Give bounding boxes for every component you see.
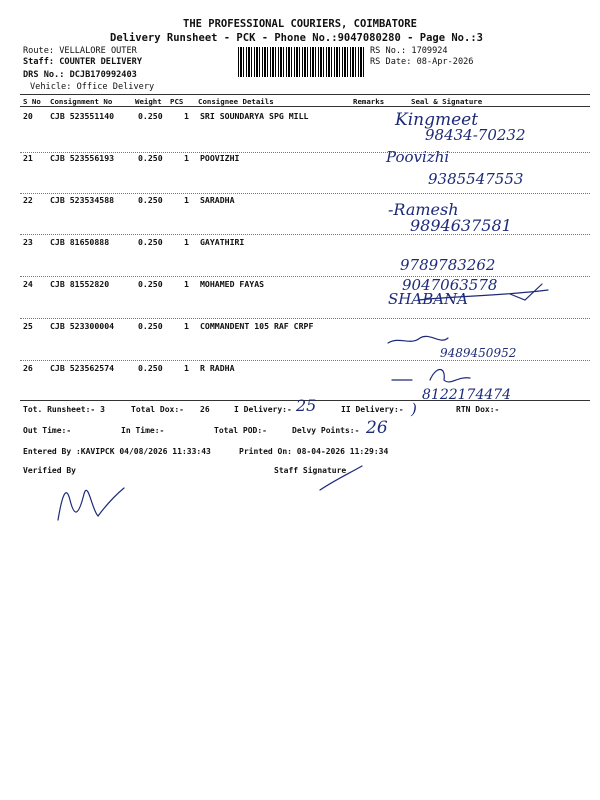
rs-number: RS No.: 1709924 [370,46,448,56]
handwritten-signature: Poovizhi [386,148,450,166]
row-pcs: 1 [184,153,189,163]
row-pcs: 1 [184,111,189,121]
total-dox-value: 26 [200,405,210,414]
row-weight: 0.250 [138,111,163,121]
col-remarks: Remarks [353,97,385,106]
signature-stroke [388,336,448,343]
ii-delivery-value: ) [411,400,417,418]
handwritten-signature: -Ramesh [388,200,459,219]
signature-stroke [430,370,470,382]
row-consignee: GAYATHIRI [200,237,245,247]
row-pcs: 1 [184,279,189,289]
row-sno: 26 [23,363,33,373]
handwritten-phone: 9789783262 [400,256,496,274]
handwritten-phone: 9489450952 [440,346,517,360]
row-weight: 0.250 [138,195,163,205]
col-consignment: Consignment No [50,97,113,106]
handwritten-phone: 9385547553 [428,170,524,188]
ii-delivery-label: II Delivery:- [341,405,404,414]
staff-label: Staff: COUNTER DELIVERY [23,57,142,67]
i-delivery-label: I Delivery:- [234,405,292,414]
col-consignee: Consignee Details [198,97,274,106]
row-weight: 0.250 [138,279,163,289]
row-weight: 0.250 [138,237,163,247]
delvy-points-label: Delvy Points:- [292,426,360,435]
row-consignment: CJB 523556193 [50,153,115,163]
row-sno: 25 [23,321,33,331]
vehicle-label: Vehicle: Office Delivery [30,82,155,92]
i-delivery-value: 25 [296,396,317,415]
col-sno: S No [23,97,41,106]
row-weight: 0.250 [138,153,163,163]
entered-by: Entered By :KAVIPCK 04/08/2026 11:33:43 [23,447,211,456]
handwritten-phone: 9047063578 [402,276,498,294]
row-pcs: 1 [184,195,189,205]
drs-number: DRS No.: DCJB170992403 [23,70,137,80]
row-consignee: SRI SOUNDARYA SPG MILL [200,111,309,121]
handwritten-phone: 98434-70232 [425,126,526,144]
row-pcs: 1 [184,321,189,331]
handwritten-name: SHABANA [388,290,469,308]
row-consignee: SARADHA [200,195,235,205]
col-weight: Weight [135,97,162,106]
rs-date: RS Date: 08-Apr-2026 [370,57,474,67]
staff-signature-label: Staff Signature [274,466,347,475]
total-dox-label: Total Dox:- [131,405,184,414]
printed-on: Printed On: 08-04-2026 11:29:34 [239,447,389,456]
signature-stroke [418,290,548,300]
verified-signature-stroke [58,488,124,520]
row-sno: 22 [23,195,33,205]
handwritten-signature: Kingmeet [395,110,479,130]
row-consignment: CJB 81650888 [50,237,110,247]
row-consignee: POOVIZHI [200,153,240,163]
row-weight: 0.250 [138,363,163,373]
row-consignment: CJB 523562574 [50,363,115,373]
row-consignment: CJB 523534588 [50,195,115,205]
delvy-points-value: 26 [366,418,388,438]
row-consignee: R RADHA [200,363,235,373]
row-pcs: 1 [184,363,189,373]
rtn-dox-label: RTN Dox:- [456,405,500,414]
row-consignee: COMMANDENT 105 RAF CRPF [200,321,314,331]
route-label: Route: VELLALORE OUTER [23,46,137,56]
total-pod-label: Total POD:- [214,426,267,435]
out-time-label: Out Time:- [23,426,72,435]
row-consignment: CJB 523551140 [50,111,115,121]
handwritten-phone: 9894637581 [410,216,512,235]
company-title: THE PROFESSIONAL COURIERS, COIMBATORE [183,18,417,30]
runsheet-subtitle: Delivery Runsheet - PCK - Phone No.:9047080280 - Page No.:3 [110,32,483,44]
tot-runsheet: Tot. Runsheet:- 3 [23,405,105,414]
row-consignment: CJB 523300004 [50,321,115,331]
row-sno: 21 [23,153,33,163]
col-signature: Seal & Signature [411,97,483,106]
row-sno: 23 [23,237,33,247]
verified-by-label: Verified By [23,466,76,475]
row-weight: 0.250 [138,321,163,331]
row-sno: 20 [23,111,33,121]
handwritten-phone: 8122174474 [422,387,512,403]
col-pcs: PCS [170,97,184,106]
row-consignment: CJB 81552820 [50,279,110,289]
row-pcs: 1 [184,237,189,247]
in-time-label: In Time:- [121,426,165,435]
row-sno: 24 [23,279,33,289]
row-consignee: MOHAMED FAYAS [200,279,265,289]
